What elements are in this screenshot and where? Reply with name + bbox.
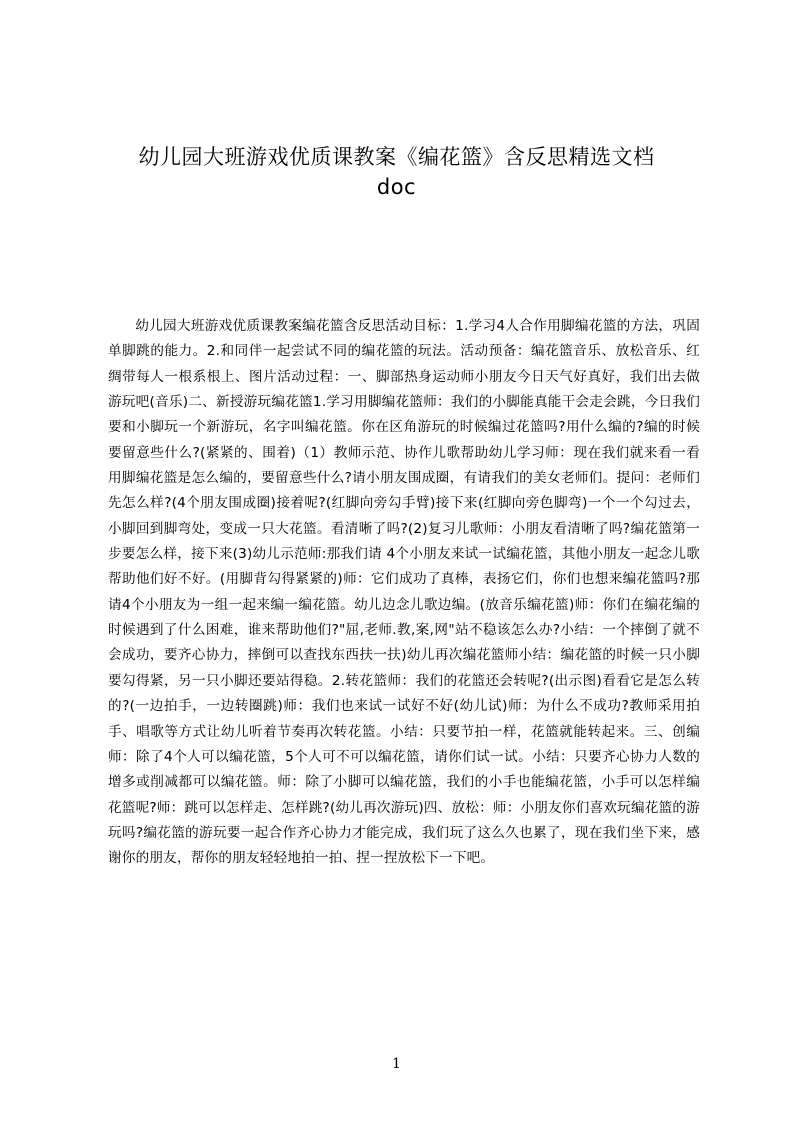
title-line-1: 幼儿园大班游戏优质课教案《编花篮》含反思精选文档: [138, 145, 655, 169]
page-number: 1: [392, 1056, 401, 1072]
title-line-2: doc: [376, 175, 417, 199]
document-title: [60, 142, 733, 202]
body-paragraph: 幼儿园大班游戏优质课教案编花篮含反思活动目标：1.学习4人合作用脚编花篮的方法，巩固单脚跳的能力。2.和同伴一起尝试不同的编花篮的玩法。活动预备：编花篮音乐、放松音乐、红绸带每人一根系根上、图片活动过程：一、脚部热身运动师小朋友今日天气好真好，我们出去做游玩吧(音乐)二、新授游玩编花篮1.学习用脚编花篮师：我们的小脚能真能干会走会跳，今日我们要和小脚玩一个新游玩，名字叫编花篮。你在区角游玩的时候编过花篮吗?用什么编的?编的时候要留意些什么?(紧紧的、围着)（1）教师示范、协作儿歌帮助幼儿学习师：现在我们就来看一看用脚编花篮是怎么编的，要留意些什么?请小朋友围成圈，有请我们的美女老师们。提问：老师们先怎么样?(4个朋友围成圈)接着呢?(红脚向旁勾手臂)接下来(红脚向旁色脚弯)一个一个勾过去，小脚回到脚弯处，变成一只大花篮。看清晰了吗?(2)复习儿歌师：小朋友看清晰了吗?编花篮第一步要怎么样，接下来(3)幼儿示范师:那我们请 4个小朋友来试一试编花篮，其他小朋友一起念儿歌帮助他们好不好。(用脚背勾得紧紧的)师：它们成功了真棒，表扬它们，你们也想来编花篮吗?那请4个小朋友为一组一起来编一编花篮。幼儿边念儿歌边编。(放音乐编花篮)师：你们在编花编的时候遇到了什么困难，谁来帮助他们?"屈,老师.教,案,网"站不稳该怎么办?小结：一个摔倒了就不会成功，要齐心协力，摔倒可以查找东西扶一扶)幼儿再次编花篮师小结：编花篮的时候一只小脚要勾得紧，另一只小脚还要站得稳。2.转花篮师：我们的花篮还会转呢?(出示图)看看它是怎么转的?(一边拍手，一边转圈跳)师：我们也来试一试好不好(幼儿试)师：为什么不成功?教师采用拍手、唱歌等方式让幼儿听着节奏再次转花篮。小结：只要节拍一样，花篮就能转起来。三、创编师：除了4个人可以编花篮，5个人可不可以编花篮，请你们试一试。小结：只要齐心协力人数的增多或削减都可以编花篮。师：除了小脚可以编花篮，我们的小手也能编花篮，小手可以怎样编花篮呢?师：跳可以怎样走、怎样跳?(幼儿再次游玩)四、放松：师：小朋友你们喜欢玩编花篮的游玩吗?编花篮的游玩要一起合作齐心协力才能完成，我们玩了这么久也累了，现在我们坐下来，感谢你的朋友，帮你的朋友轻轻地拍一拍、捏一捏放松下一下吧。: [108, 318, 700, 867]
